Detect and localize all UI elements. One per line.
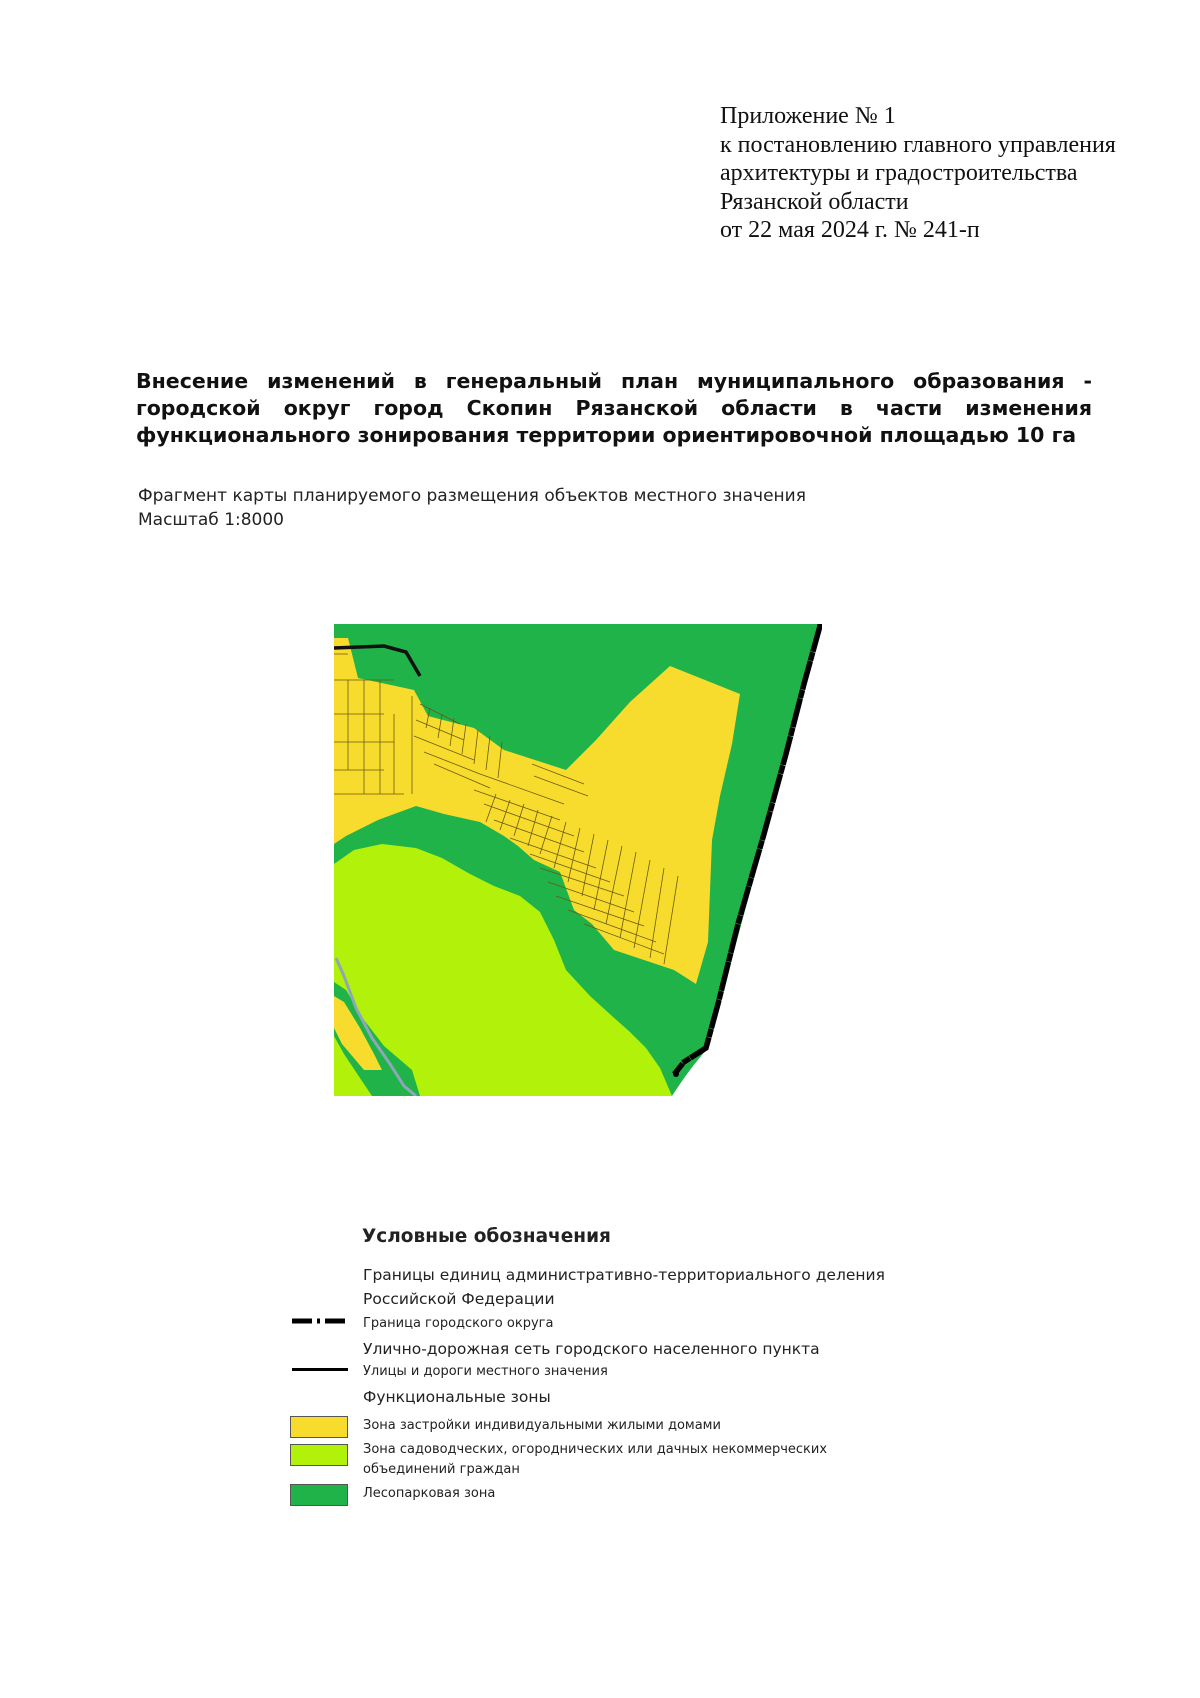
legend-local-roads: Улицы и дороги местного значения	[363, 1364, 608, 1379]
local-road-symbol	[292, 1368, 348, 1371]
legend-admin-header: Границы единиц административно-территориального деления	[363, 1266, 885, 1284]
map-scale: Масштаб 1:8000	[138, 510, 285, 530]
appendix-line: к постановлению главного управления	[720, 131, 1116, 158]
forest-swatch	[290, 1484, 348, 1506]
appendix-line: Приложение № 1	[720, 103, 896, 129]
legend-city-boundary: Граница городского округа	[363, 1316, 554, 1331]
legend-zone-residential: Зона застройки индивидуальными жилыми домами	[363, 1418, 721, 1433]
legend-road-header: Улично-дорожная сеть городского населенного пункта	[363, 1340, 820, 1358]
legend-zone-forest: Лесопарковая зона	[363, 1486, 496, 1501]
zoning-map	[334, 624, 822, 1102]
legend-zones-header: Функциональные зоны	[363, 1388, 551, 1406]
legend-admin-header-2: Российской Федерации	[363, 1290, 555, 1308]
residential-swatch	[290, 1416, 348, 1438]
document-title	[136, 368, 1092, 449]
title-line: функционального зонирования территории ориентировочной площадью 10 га	[136, 423, 1077, 447]
appendix-block	[720, 102, 1116, 245]
appendix-line: от 22 мая 2024 г. № 241-п	[720, 217, 980, 243]
garden-swatch	[290, 1444, 348, 1466]
legend-title: Условные обозначения	[362, 1226, 611, 1247]
legend-zone-garden-2: объединений граждан	[363, 1462, 520, 1477]
map-caption: Фрагмент карты планируемого размещения объектов местного значения	[138, 486, 806, 506]
title-line: городской округ город Скопин Рязанской области в части изменения	[136, 396, 1092, 420]
appendix-line: Рязанской области	[720, 188, 909, 215]
map-caption-block	[138, 484, 806, 532]
legend-zone-garden: Зона садоводческих, огороднических или дачных некоммерческих	[363, 1442, 828, 1457]
appendix-line: архитектуры и градостроительства	[720, 160, 1078, 186]
title-line: Внесение изменений в генеральный план муниципального образования -	[136, 369, 1092, 393]
city-boundary-symbol	[292, 1318, 348, 1324]
boundary-node	[673, 1071, 679, 1077]
